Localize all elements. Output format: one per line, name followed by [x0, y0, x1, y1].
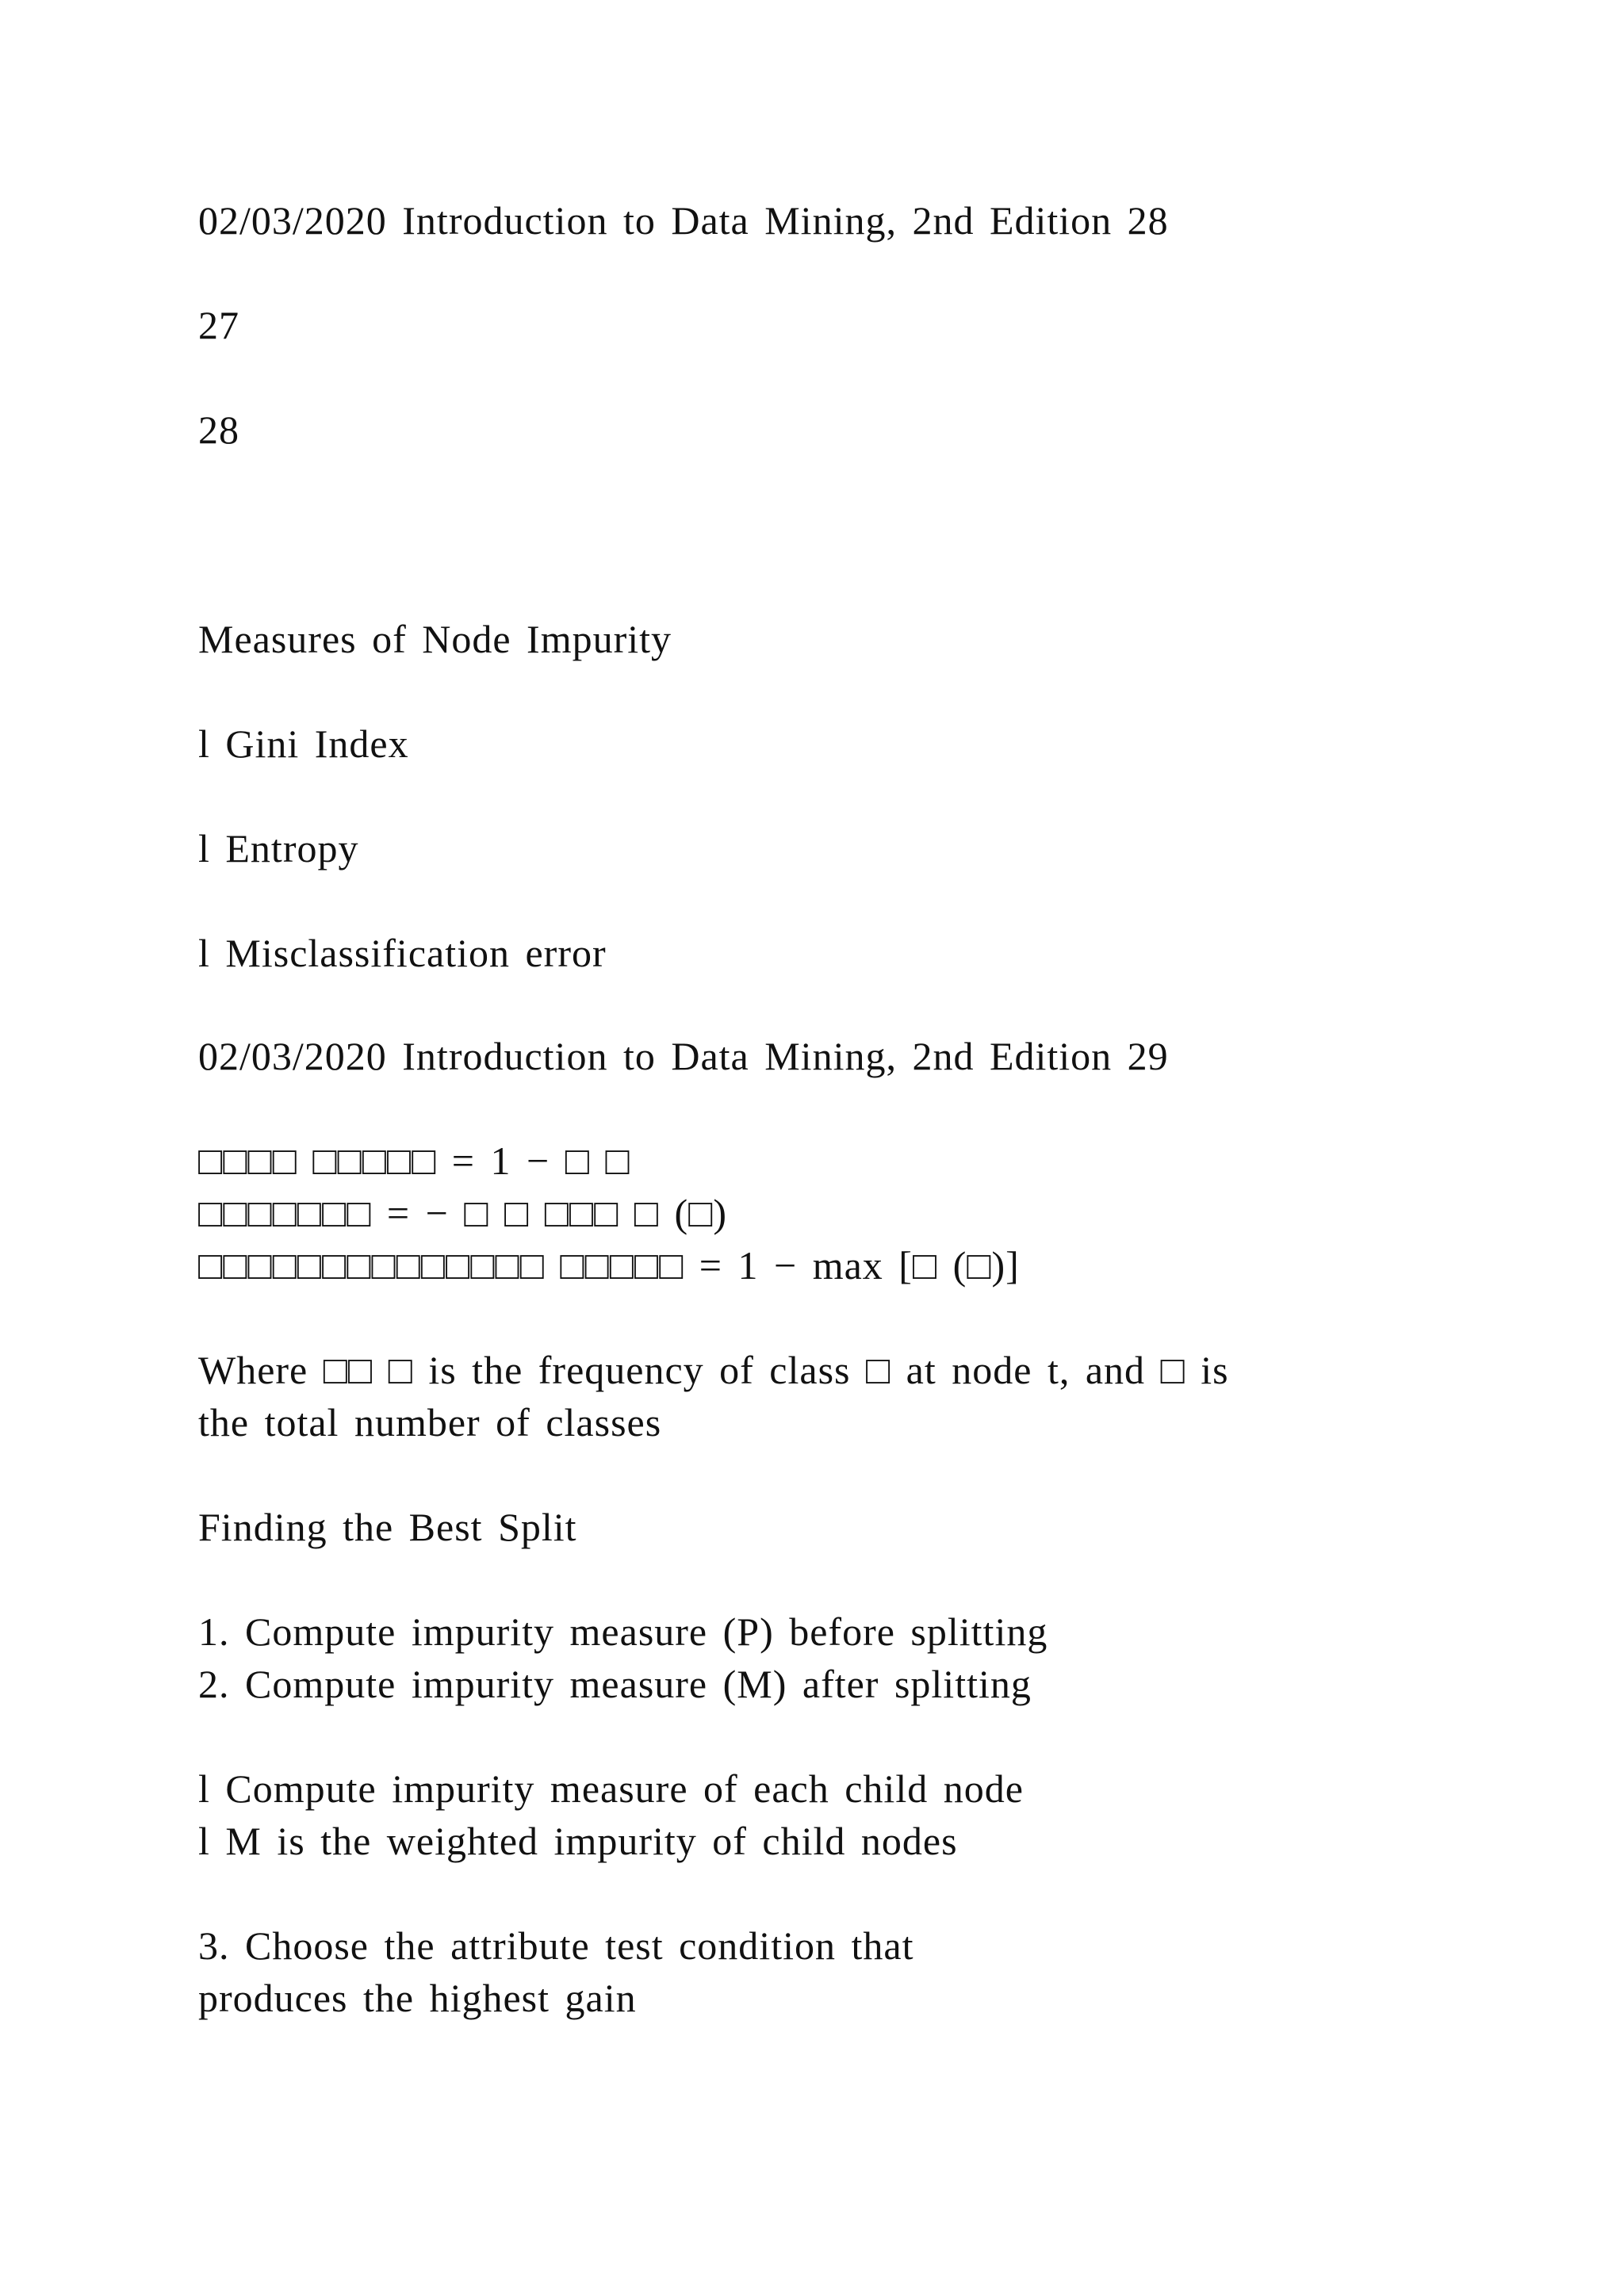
page-footer-28: 02/03/2020 Introduction to Data Mining, 2nd Edition 28 [198, 198, 1169, 243]
section-heading-best-split: Finding the Best Split [198, 1505, 577, 1549]
step-1: 1. Compute impurity measure (P) before splitting [198, 1609, 1048, 1654]
page-footer-29: 02/03/2020 Introduction to Data Mining, 2nd Edition 29 [198, 1034, 1169, 1078]
page-number-28: 28 [198, 408, 239, 452]
sub-bullet-child-node: l Compute impurity measure of each child node [198, 1766, 1024, 1811]
page-number-27: 27 [198, 303, 239, 347]
formula-gini: □□□□ □□□□□ = 1 − □ □ [198, 1138, 630, 1183]
definition-line-2: the total number of classes [198, 1400, 662, 1445]
section-heading-node-impurity: Measures of Node Impurity [198, 617, 672, 661]
definition-line-1: Where □□ □ is the frequency of class □ at node t, and □ is [198, 1348, 1229, 1392]
sub-bullet-weighted-impurity: l M is the weighted impurity of child nodes [198, 1819, 958, 1863]
formula-entropy: □□□□□□□ = − □ □ □□□ □ (□) [198, 1191, 727, 1235]
bullet-misclassification-error: l Misclassification error [198, 931, 607, 975]
step-2: 2. Compute impurity measure (M) after splitting [198, 1662, 1032, 1706]
step-3-line-1: 3. Choose the attribute test condition that [198, 1923, 914, 1968]
bullet-entropy: l Entropy [198, 826, 359, 871]
formula-classification-error: □□□□□□□□□□□□□□ □□□□□ = 1 − max [□ (□)] [198, 1243, 1020, 1288]
bullet-gini-index: l Gini Index [198, 721, 409, 766]
step-3-line-2: produces the highest gain [198, 1976, 637, 2020]
